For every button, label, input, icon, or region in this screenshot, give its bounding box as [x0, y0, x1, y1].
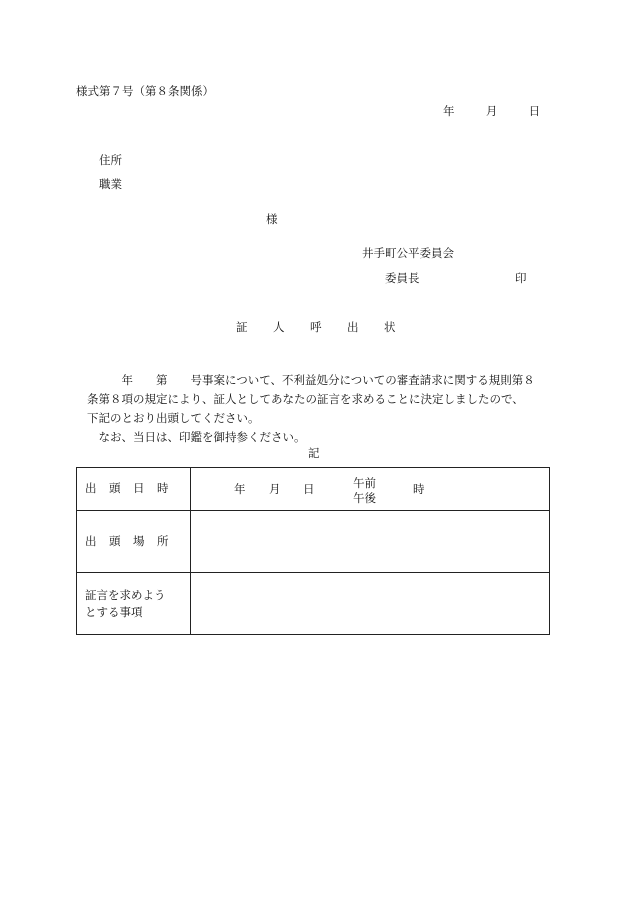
- title-char: 人: [273, 320, 285, 334]
- occupation-label: 職業: [99, 177, 122, 191]
- field-day: 日: [303, 482, 315, 496]
- field-month: 月: [269, 482, 281, 496]
- appearance-datetime-label: 出 頭 日 時: [77, 468, 191, 511]
- field-hour: 時: [413, 482, 425, 496]
- body-line: 条第８項の規定により、証人としてあなたの証言を求めることに決定しましたので、: [87, 392, 524, 406]
- body-line: 下記のとおり出頭してください。: [87, 411, 260, 425]
- date-year: 年: [443, 104, 455, 118]
- title-char: 呼: [310, 320, 322, 334]
- honorific-sama: 様: [266, 212, 278, 226]
- issue-date: [443, 106, 540, 118]
- title-char: 状: [384, 320, 396, 334]
- date-month: 月: [485, 104, 498, 118]
- pm-label: 午後: [353, 491, 376, 505]
- title-char: 出: [347, 320, 359, 334]
- appearance-details-table: [76, 467, 550, 635]
- form-number: 様式第７号（第８条関係）: [76, 84, 214, 98]
- body-paragraph: [87, 371, 557, 447]
- table-row: [77, 511, 550, 573]
- title-char: 証: [236, 320, 248, 334]
- table-row: [77, 468, 550, 511]
- am-label: 午前: [353, 476, 376, 490]
- testimony-matters-label: 証言を求めよう とする事項: [77, 573, 191, 635]
- field-year: 年: [234, 482, 246, 496]
- ki-heading: 記: [308, 446, 320, 460]
- seal-mark: 印: [515, 271, 527, 285]
- issuer-organization: 井手町公平委員会: [362, 246, 454, 260]
- address-label: 住所: [99, 153, 122, 167]
- appearance-datetime-field[interactable]: [191, 468, 550, 511]
- date-day: 日: [528, 104, 541, 118]
- document-title: [236, 322, 421, 334]
- body-line: 年 第 号事案について、不利益処分についての審査請求に関する規則第８: [87, 373, 535, 387]
- am-pm-choice: [353, 476, 376, 506]
- testimony-matters-field[interactable]: [191, 573, 550, 635]
- issuer-title: 委員長: [385, 271, 420, 285]
- body-line: なお、当日は、印鑑を御持参ください。: [87, 430, 306, 444]
- table-row: [77, 573, 550, 635]
- appearance-place-label: 出 頭 場 所: [77, 511, 191, 573]
- appearance-place-field[interactable]: [191, 511, 550, 573]
